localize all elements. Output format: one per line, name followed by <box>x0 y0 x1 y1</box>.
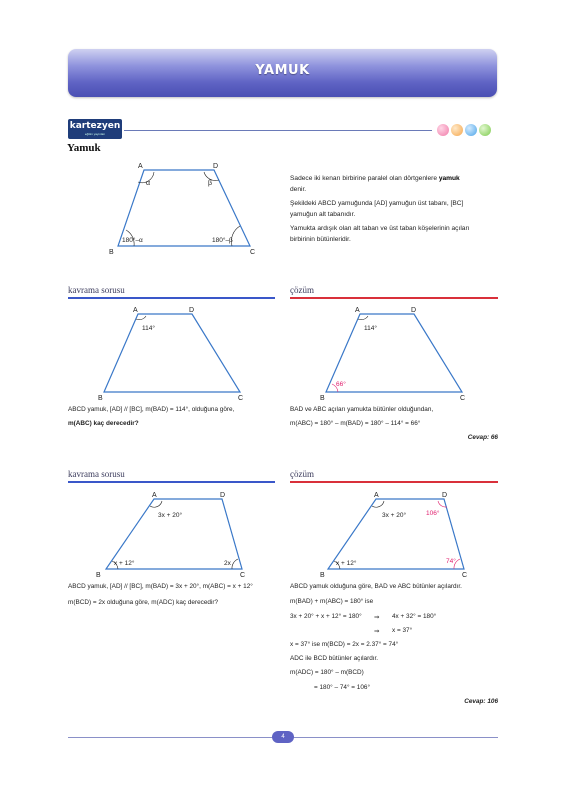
question-2-line-1: ABCD yamuk, [AD] // [BC], m(BAD) = 3x + 20°, m(ABC) = x + 12° <box>68 583 253 590</box>
trapezoid-shape <box>328 499 464 569</box>
page-number: 4 <box>272 731 294 743</box>
vertex-label-A: A <box>374 492 379 499</box>
section-heading: Yamuk <box>67 142 101 154</box>
logo-text: kartezyen <box>69 121 121 131</box>
angle-C-expr: 2x <box>224 560 231 567</box>
solution-2-line-7: ADC ile BCD bütünler açılardır. <box>290 655 379 662</box>
angle-C-expr: 180°–β <box>212 237 233 244</box>
angle-A-expr: 3x + 20° <box>158 512 183 519</box>
green-dot-icon <box>479 124 491 136</box>
solution-1-line-2: m(ABC) = 180° – m(BAD) = 180° – 114° = 66° <box>290 420 421 427</box>
vertex-label-A: A <box>152 492 157 499</box>
solution-2-line-2: m(BAD) + m(ABC) = 180° ise <box>290 598 374 605</box>
implies-arrow-icon: ⇒ <box>374 614 380 621</box>
solution-2-line-9: = 180° – 74° = 106° <box>314 684 370 691</box>
angle-alpha: α <box>146 180 151 187</box>
vertex-label-A: A <box>355 307 360 314</box>
solution-2-line-4: 4x + 32° = 180° <box>392 613 437 620</box>
solution-2-line-3: 3x + 20° + x + 12° = 180° <box>290 613 362 620</box>
vertex-label-A: A <box>133 307 138 314</box>
angle-B-expr: x + 12° <box>114 560 135 567</box>
question-1-header: kavrama sorusu <box>68 285 125 295</box>
vertex-label-D: D <box>189 307 195 314</box>
angle-A-value: 114° <box>364 325 377 332</box>
definition-line-3: Şekildeki ABCD yamuğunda [AD] yamuğun üst tabanı, [BC] <box>290 200 464 207</box>
trapezoid-shape <box>118 170 250 246</box>
angle-B-expr: 180°–α <box>122 237 143 244</box>
vertex-label-D: D <box>442 492 448 499</box>
solution-2-underline <box>290 481 498 483</box>
vertex-label-D: D <box>213 163 219 170</box>
definition-line-1 <box>290 173 498 184</box>
angle-A-value: 114° <box>142 325 155 332</box>
trapezoid-shape <box>104 314 240 392</box>
pink-dot-icon <box>437 124 449 136</box>
trapezoid-figure-s2 <box>314 487 484 579</box>
vertex-label-C: C <box>460 395 466 402</box>
trapezoid-figure-q2 <box>92 487 262 579</box>
blue-dot-icon <box>465 124 477 136</box>
angle-beta: β <box>208 180 213 187</box>
solution-2-line-8: m(ADC) = 180° – m(BCD) <box>290 669 364 676</box>
angle-D-value: 106° <box>426 510 440 517</box>
vertex-label-B: B <box>109 249 114 256</box>
definition-line-2: denir. <box>290 186 307 193</box>
solution-1-header: çözüm <box>290 285 314 295</box>
page-title: YAMUK <box>255 63 310 78</box>
definition-text: Sadece iki kenarı birbirine paralel olan dörtgenlere <box>290 175 439 182</box>
solution-1-answer: Cevap: 66 <box>467 434 498 441</box>
definition-line-4: yamuğun alt tabanıdır. <box>290 211 356 218</box>
vertex-label-C: C <box>240 572 246 579</box>
logo-subtext: eğitim yayınları <box>84 132 106 136</box>
vertex-label-B: B <box>96 572 101 579</box>
vertex-label-D: D <box>411 307 417 314</box>
question-1-line-1: ABCD yamuk, [AD] // [BC], m(BAD) = 114°, olduğuna göre, <box>68 406 235 413</box>
question-1-line-2: m(ABC) kaç derecedir? <box>68 420 139 427</box>
trapezoid-shape <box>106 499 242 569</box>
vertex-label-C: C <box>238 395 244 402</box>
publisher-logo <box>68 119 122 139</box>
solution-1-underline <box>290 297 498 299</box>
trapezoid-shape <box>326 314 462 392</box>
solution-2-answer: Cevap: 106 <box>464 698 498 705</box>
definition-line-5: Yamukta ardışık olan alt taban ve üst taban köşelerinin açıları <box>290 225 470 232</box>
angle-B-value: 66° <box>336 381 346 388</box>
vertex-label-B: B <box>320 572 325 579</box>
angle-A-expr: 3x + 20° <box>382 512 407 519</box>
orange-dot-icon <box>451 124 463 136</box>
vertex-label-C: C <box>250 249 256 256</box>
definition-paragraph <box>290 173 498 245</box>
definition-term: yamuk <box>438 175 460 182</box>
definition-line-6: birbirinin bütünleridir. <box>290 236 351 243</box>
implies-arrow-icon: ⇒ <box>374 628 380 635</box>
trapezoid-figure-1 <box>100 158 280 258</box>
vertex-label-B: B <box>98 395 103 402</box>
solution-2-header: çözüm <box>290 469 314 479</box>
solution-2-line-1: ABCD yamuk olduğuna göre, BAD ve ABC bütünler açılardır. <box>290 583 462 590</box>
trapezoid-figure-s1 <box>312 302 482 402</box>
question-2-underline <box>68 481 275 483</box>
solution-2-line-5: x = 37° <box>392 627 413 634</box>
question-1-underline <box>68 297 275 299</box>
header-divider <box>124 130 432 131</box>
vertex-label-B: B <box>320 395 325 402</box>
vertex-label-C: C <box>462 572 468 579</box>
question-2-header: kavrama sorusu <box>68 469 125 479</box>
solution-1-line-1: BAD ve ABC açıları yamukta bütünler olduğundan, <box>290 406 434 413</box>
vertex-label-A: A <box>138 163 143 170</box>
solution-2-line-6: x = 37° ise m(BCD) = 2x = 2.37° = 74° <box>290 641 399 648</box>
vertex-label-D: D <box>220 492 226 499</box>
question-2-line-2: m(BCD) = 2x olduğuna göre, m(ADC) kaç derecedir? <box>68 599 219 606</box>
angle-C-value: 74° <box>446 558 456 565</box>
trapezoid-figure-q1 <box>90 302 260 402</box>
angle-B-expr: x + 12° <box>336 560 357 567</box>
